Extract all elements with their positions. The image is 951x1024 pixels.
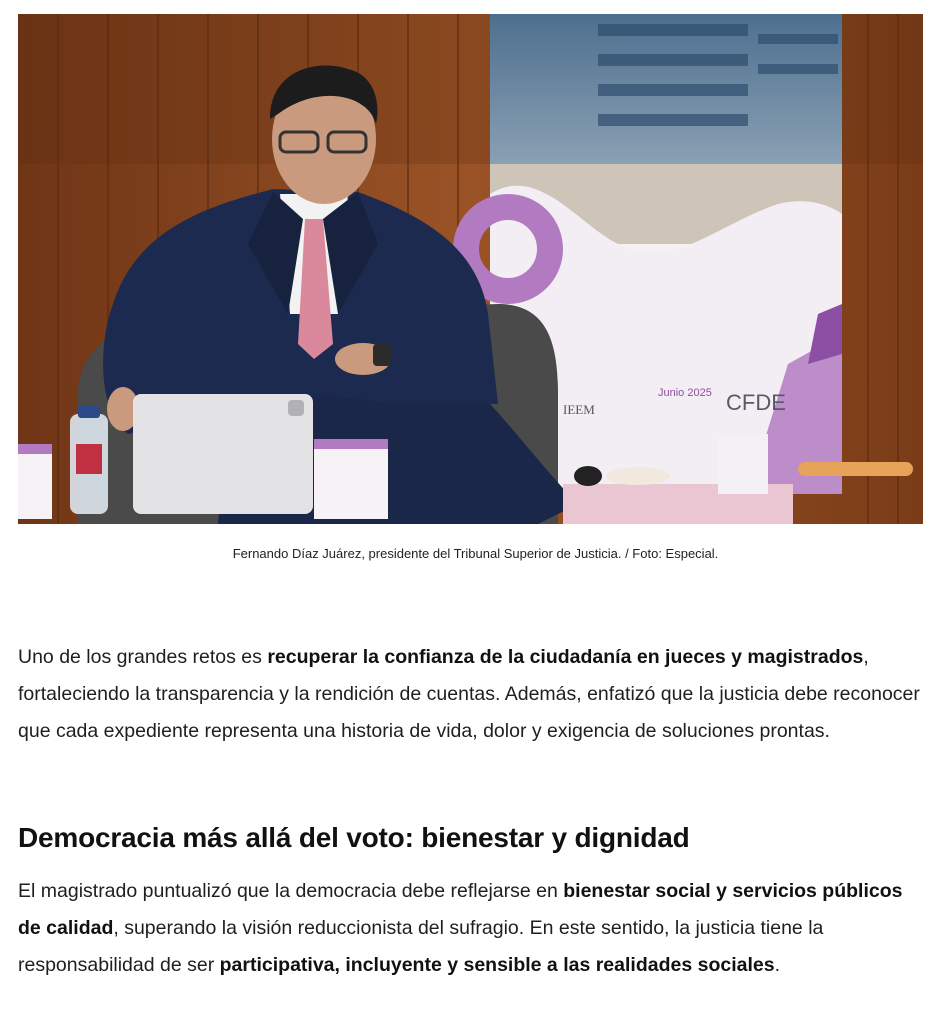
article-paragraph-2: El magistrado puntualizó que la democracia debe reflejarse en bienestar social y servicios públicos de calidad, superando la visión reduccionista del sufragio. En este sentido, la justicia tiene la responsabilidad de ser participativa, incluyente y sensible a las realidades sociales. [18,880,903,976]
article-photo [18,14,923,524]
banner-logo-date: Junio 2025 [658,387,712,399]
article-paragraph-1: Uno de los grandes retos es recuperar la confianza de la ciudadanía en jueces y magistrados, fortaleciendo la transparencia y la rendición de cuentas. Además, enfatizó que la justicia debe reconocer que cada expediente representa una historia de vida, dolor y exigencia de soluciones prontas. [18,646,920,742]
banner-logo-cfde: CFDE [726,390,786,415]
bold-phrase: recuperar la confianza de la ciudadanía en jueces y magistrados [267,646,864,668]
bold-phrase: participativa, incluyente y sensible a las realidades sociales [219,954,775,976]
photo-caption: Fernando Díaz Juárez, presidente del Tribunal Superior de Justicia. / Foto: Especial. [232,546,719,561]
section-heading: Democracia más allá del voto: bienestar y dignidad [18,822,690,853]
bold-phrase: bienestar social y servicios públicos de calidad [18,880,903,939]
banner-logo-ieem: IEEM [563,402,595,417]
